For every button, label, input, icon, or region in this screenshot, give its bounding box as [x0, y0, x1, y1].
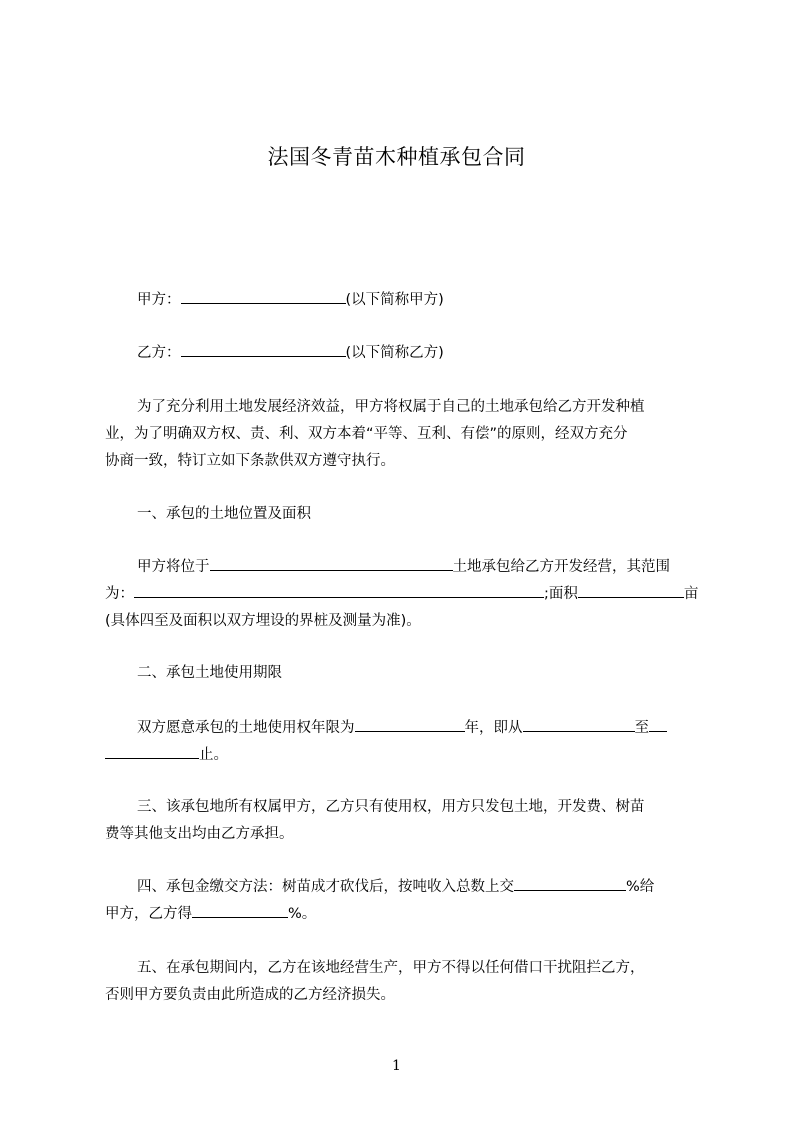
area-label: ;面积	[544, 586, 578, 602]
party-a-label: 甲方：	[137, 292, 181, 308]
section-5	[105, 955, 701, 1009]
section-3	[105, 794, 701, 848]
party-a-line	[105, 287, 701, 314]
term-from-label: 年，即从	[464, 720, 523, 736]
section-4	[105, 874, 701, 928]
location-tail: 土地承包给乙方开发经营，其范围	[452, 559, 670, 575]
party-b-percent-tail: %。	[288, 906, 317, 922]
section-2-heading: 二、承包土地使用期限	[137, 665, 282, 681]
term-end-label: 止。	[199, 747, 228, 763]
section-5-line-2: 否则甲方要负责由此所造成的乙方经济损失。	[105, 987, 395, 1003]
scope-label: 为：	[105, 586, 134, 602]
location-blank[interactable]	[210, 554, 453, 571]
term-label: 双方愿意承包的土地使用权年限为	[137, 720, 355, 736]
intro-line-1: 为了充分利用土地发展经济效益，甲方将权属于自己的土地承包给乙方开发种植	[137, 399, 645, 415]
page-number: 1	[392, 1058, 401, 1074]
party-b-line	[105, 340, 701, 367]
party-b-label: 乙方：	[137, 345, 181, 361]
party-a-blank[interactable]	[181, 287, 346, 304]
scope-blank[interactable]	[134, 581, 544, 598]
party-a-percent-tail: %给	[626, 879, 655, 895]
party-a-suffix: (以下简称甲方)	[345, 292, 444, 308]
term-to-label: 至	[634, 720, 649, 736]
section-1-heading: 一、承包的土地位置及面积	[137, 506, 311, 522]
party-b-suffix: (以下简称乙方)	[345, 345, 444, 361]
location-label: 甲方将位于	[137, 559, 210, 575]
section-5-line-1: 五、在承包期间内，乙方在该地经营生产，甲方不得以任何借口干扰阻拦乙方，	[137, 960, 645, 976]
section-1-body	[105, 554, 701, 635]
intro-line-3: 协商一致，特订立如下条款供双方遵守执行。	[105, 453, 395, 469]
area-unit: 亩	[683, 586, 699, 602]
section-2-body	[105, 715, 701, 769]
section-3-line-2: 费等其他支出均由乙方承担。	[105, 826, 294, 842]
document-title: 法国冬青苗木种植承包合同	[267, 145, 526, 169]
boundary-note: (具体四至及面积以双方埋设的界桩及测量为准)。	[105, 613, 421, 629]
area-blank[interactable]	[578, 581, 684, 598]
party-a-percent-blank[interactable]	[514, 874, 626, 891]
term-years-blank[interactable]	[355, 715, 465, 732]
party-b-percent-blank[interactable]	[192, 901, 288, 918]
payment-label: 四、承包金缴交方法：树苗成才砍伐后，按吨收入总数上交	[137, 879, 514, 895]
term-end-blank-part2[interactable]	[105, 742, 199, 759]
section-3-line-1: 三、该承包地所有权属甲方，乙方只有使用权，用方只发包土地，开发费、树苗	[137, 799, 645, 815]
party-b-share-label: 甲方，乙方得	[105, 906, 192, 922]
term-start-blank[interactable]	[523, 715, 635, 732]
party-b-blank[interactable]	[181, 340, 346, 357]
intro-line-2: 业，为了明确双方权、责、利、双方本着“平等、互利、有偿”的原则，经双方充分	[105, 426, 628, 442]
term-end-blank-part1[interactable]	[649, 715, 667, 732]
intro-paragraph	[105, 394, 701, 475]
